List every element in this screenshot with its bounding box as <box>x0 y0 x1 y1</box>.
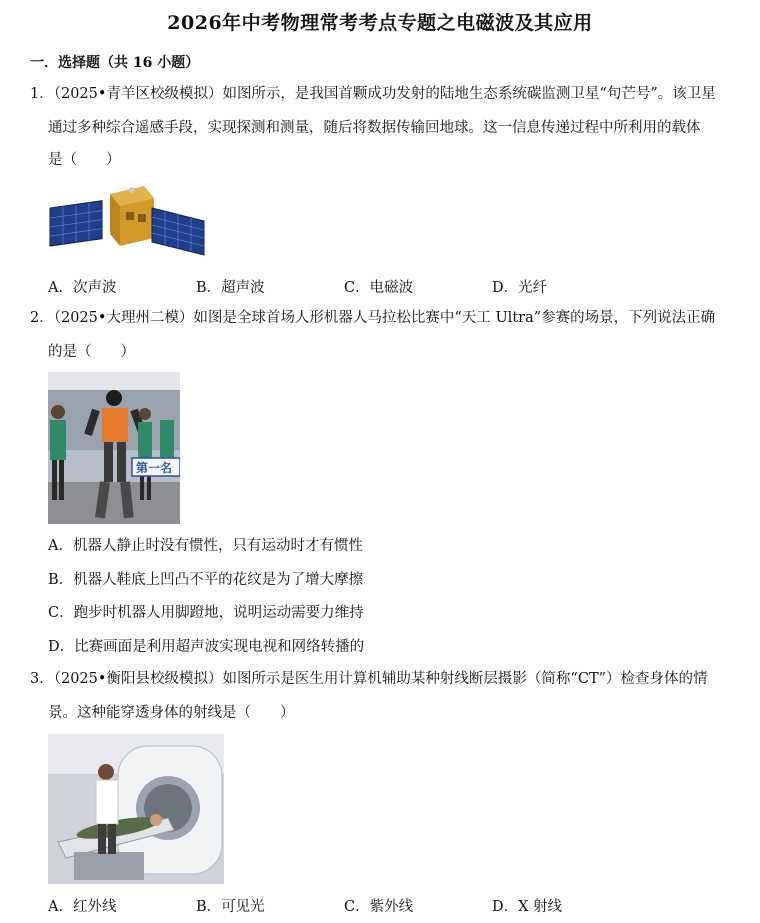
question-number: 3． <box>30 671 54 687</box>
question-3-line-2: 景。这种能穿透身体的射线是（ ） <box>48 705 295 721</box>
banner-text: 第一名 <box>136 461 173 475</box>
q2-option-c: C．跑步时机器人用脚蹬地，说明运动需要力维持 <box>48 605 364 621</box>
q1-option-d: D．光纤 <box>492 280 548 296</box>
question-1-line-1 <box>30 84 716 104</box>
question-2-line-1 <box>30 308 715 328</box>
q3-option-c: C．紫外线 <box>344 899 414 915</box>
ct-scanner-photo <box>48 734 224 884</box>
q1-option-a: A．次声波 <box>48 280 117 296</box>
humanoid-robot-marathon-photo <box>48 372 180 524</box>
question-text: （2025•大理州二模）如图是全球首场人形机器人马拉松比赛中“天工 Ultra”参赛的场景，下列说法正确 <box>53 310 716 326</box>
q3-option-d: D．X 射线 <box>492 899 563 915</box>
q3-option-b: B．可见光 <box>196 899 265 915</box>
question-number: 1． <box>30 86 54 102</box>
question-1-line-2: 通过多种综合遥感手段，实现探测和测量，随后将数据传输回地球。这一信息传递过程中所利用的载体 <box>48 120 701 136</box>
question-text: （2025•青羊区校级模拟）如图所示，是我国首颗成功发射的陆地生态系统碳监测卫星“句芒号”。该卫星 <box>53 86 716 102</box>
q1-option-c: C．电磁波 <box>344 280 414 296</box>
question-3-line-1 <box>30 669 708 689</box>
question-text: （2025•衡阳县校级模拟）如图所示是医生用计算机辅助某种射线断层摄影（简称“CT”）检查身体的情 <box>53 671 708 687</box>
satellite-illustration <box>48 178 208 264</box>
question-number: 2． <box>30 310 54 326</box>
question-2-line-2: 的是（ ） <box>48 344 135 360</box>
q2-option-d: D．比赛画面是利用超声波实现电视和网络转播的 <box>48 639 365 655</box>
q2-option-a: A．机器人静止时没有惯性，只有运动时才有惯性 <box>48 538 363 554</box>
q3-option-a: A．红外线 <box>48 899 117 915</box>
question-1-line-3: 是（ ） <box>48 152 121 168</box>
q2-option-b: B．机器人鞋底上凹凸不平的花纹是为了增大摩擦 <box>48 572 364 588</box>
page-title: 2026年中考物理常考考点专题之电磁波及其应用 <box>167 12 593 34</box>
q1-option-b: B．超声波 <box>196 280 265 296</box>
section-heading: 一．选择题（共 16 小题） <box>30 55 200 71</box>
